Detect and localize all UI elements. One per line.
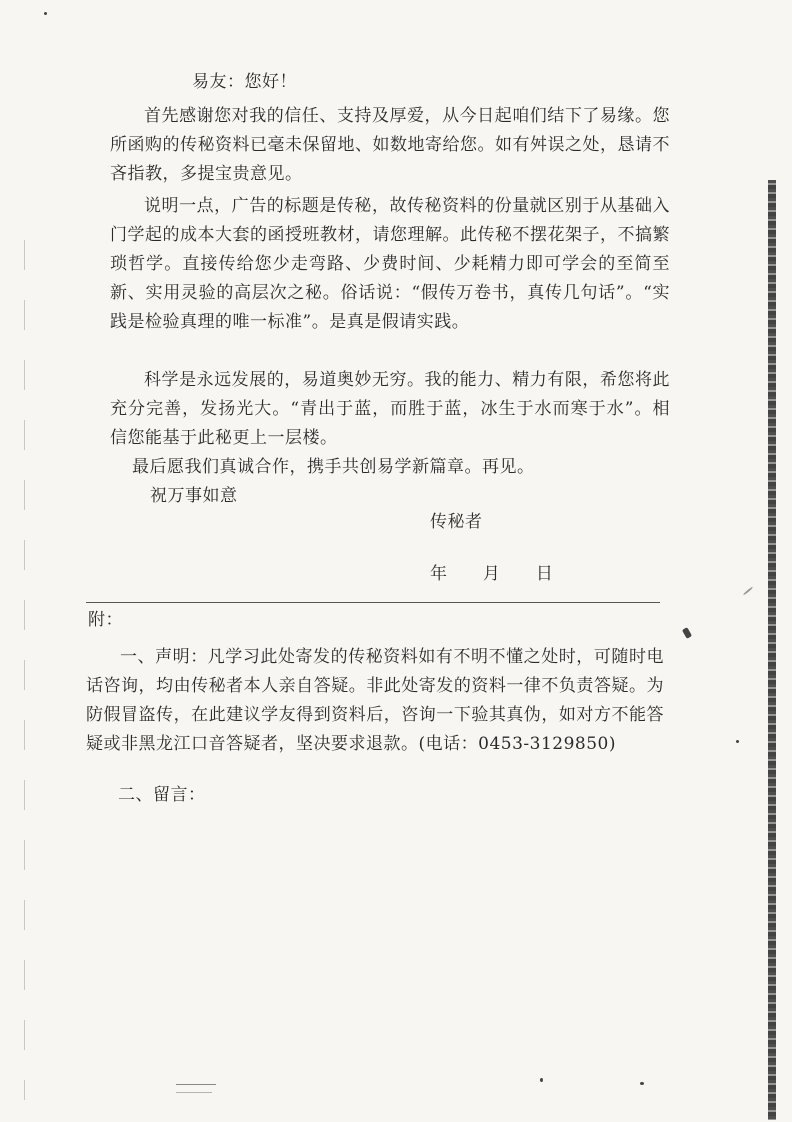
signature: 传秘者 [430,512,483,532]
scan-speck [640,1082,644,1085]
salutation: 易友：您好！ [192,72,297,92]
scan-speck [736,740,739,743]
bottom-rule [176,1092,212,1093]
scan-speck [743,586,753,595]
date-placeholder: 年 月 日 [430,564,554,584]
closing-line: 祝万事如意 [150,486,238,506]
scan-edge-right [768,180,776,1120]
appendix-label: 附： [88,610,123,630]
letter-paragraph-1: 首先感谢您对我的信任、支持及厚爱，从今日起咱们结下了易缘。您所函购的传秘资料已毫未保留地、如数地寄给您。如有舛误之处，恳请不吝指教，多提宝贵意见。 [110,106,670,184]
bottom-rule [176,1084,216,1085]
scan-speck [540,1078,543,1082]
scan-speck [44,12,47,15]
letter-paragraph-2: 说明一点，广告的标题是传秘，故传秘资料的份量就区别于从基础入门学起的成本大套的函授班教材，请您理解。此传秘不摆花架子，不搞繁琐哲学。直接传给您少走弯路、少费时间、少耗精力即可学会的至简至新、实用灵验的高层次之秘。俗话说：“假传万卷书，真传几句话”。“实践是检验真理的唯一标准”。是真是假请实践。 [110,196,670,332]
letter-paragraph-4: 最后愿我们真诚合作，携手共创易学新篇章。再见。 [132,457,535,477]
letter-paragraph-3: 科学是永远发展的，易道奥妙无穷。我的能力、精力有限，希您将此充分完善，发扬光大。“青出于蓝，而胜于蓝，冰生于水而寒于水”。相信您能基于此秘更上一层楼。 [110,370,670,448]
message-label: 二、留言： [118,785,206,805]
scan-edge-left [24,240,25,1100]
appendix-statement: 一、声明：凡学习此处寄发的传秘资料如有不明不懂之处时，可随时电话咨询，均由传秘者本人亲自答疑。非此处寄发的资料一律不负责答疑。为防假冒盗传，在此建议学友得到资料后，咨询一下验其真伪，如对方不能答疑或非黑龙江口音答疑者，坚决要求退款。(电话：0453-3129850) [86,647,664,754]
section-divider [86,602,660,603]
scan-speck [682,627,692,639]
